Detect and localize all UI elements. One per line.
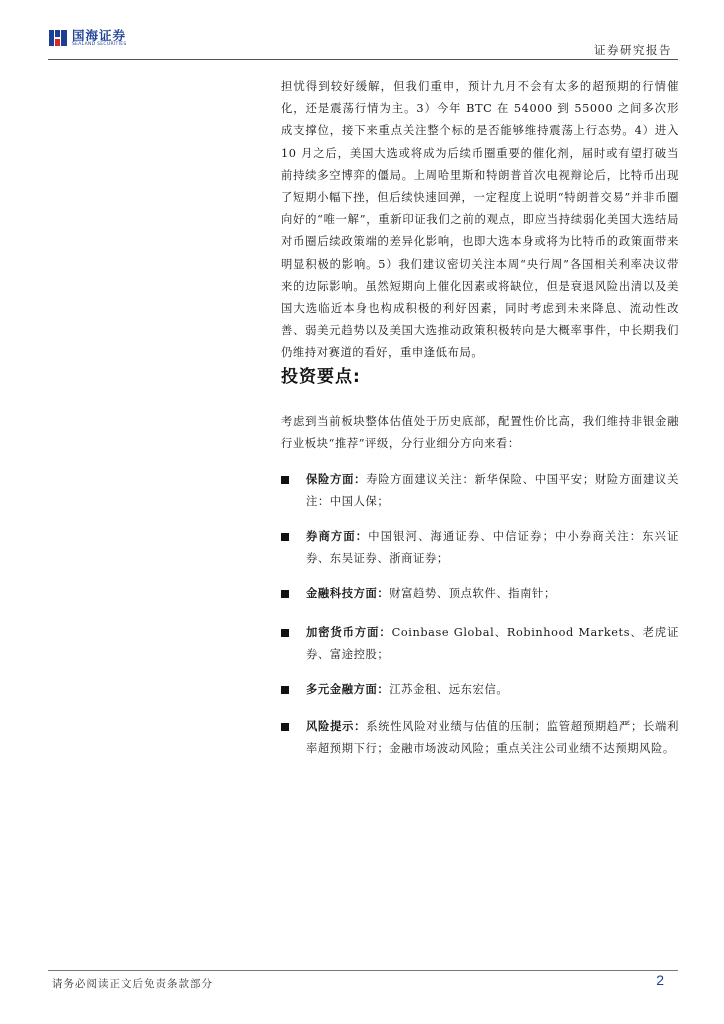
page-header [48,26,678,66]
section-title: 投资要点: [281,367,361,387]
bullet-text: Coinbase Global、Robinhood Markets、老虎证券、富途控股； [306,626,680,662]
bullet-label: 保险方面： [306,473,367,486]
footer-disclaimer: 请务必阅读正文后免责条款部分 [52,978,213,990]
company-logo [48,28,127,48]
bullet-square-icon [281,533,289,541]
bullet-square-icon [281,590,289,598]
bullet-diversified-finance [281,679,679,701]
bullet-insurance [281,469,679,513]
footer-divider [48,970,678,971]
bullet-brokerage [281,526,679,570]
bullet-square-icon [281,723,289,731]
bullet-text: 中国银河、海通证券、中信证券；中小券商关注：东兴证券、东吴证券、浙商证券； [306,530,679,566]
bullet-label: 金融科技方面： [306,587,390,600]
bullet-text: 系统性风险对业绩与估值的压制；监管超预期趋严；长端利率超预期下行；金融市场波动风险；重点关注公司业绩不达预期风险。 [306,720,679,756]
logo-mark-icon [48,28,68,48]
bullet-text: 寿险方面建议关注：新华保险、中国平安；财险方面建议关注：中国人保； [306,473,679,509]
bullet-label: 风险提示： [306,720,367,733]
bullet-square-icon [281,629,289,637]
bullet-square-icon [281,476,289,484]
bullet-text: 财富趋势、顶点软件、指南针； [389,587,556,600]
logo-text-cn: 国海证券 [72,27,127,43]
report-type-label: 证券研究报告 [594,43,672,57]
bullet-text: 江苏金租、远东宏信。 [389,683,509,696]
logo-text-en: SEALAND SECURITIES [72,41,127,47]
lead-paragraph: 考虑到当前板块整体估值处于历史底部，配置性价比高，我们维持非银金融行业板块“推荐”评级，分行业细分方向来看： [281,415,679,451]
bullet-crypto [281,622,679,666]
bullet-square-icon [281,686,289,694]
bullet-fintech [281,583,679,605]
page-number: 2 [656,972,664,988]
header-divider [48,59,678,60]
bullet-label: 加密货币方面： [306,626,392,639]
intro-paragraph: 担忧得到较好缓解，但我们重申，预计九月不会有太多的超预期的行情催化，还是震荡行情为主。3）今年 BTC 在 54000 到 55000 之间多次形成支撑位，接下来重点关注整个标的是否能够维持震荡上行态势。4）进入 10 月之后，美国大选或将成为后续币圈重要的催化剂，届时或有望打破当前持续多空博弈的僵局。上周哈里斯和特朗普首次电视辩论后，比特币出现了短期小幅下挫，但后续快速回弹，一定程度上说明“特朗普交易”并非币圈向好的“唯一解”，重新印证我们之前的观点，即应当持续弱化美国大选结局对币圈后续政策端的差异化影响，也即大选本身或将为比特币的政策面带来明显积极的影响。5）我们建议密切关注本周“央行周”各国相关利率决议带来的边际影响。虽然短期向上催化因素或将缺位，但是衰退风险出清以及美国大选临近本身也构成积极的利好因素，同时考虑到未来降息、流动性改善、弱美元趋势以及美国大选推动政策积极转向是大概率事件，中长期我们仍维持对赛道的看好，重申逢低布局。 [281,80,679,360]
bullet-label: 多元金融方面： [306,683,390,696]
bullet-label: 券商方面： [306,530,369,543]
bullet-risk-warning [281,716,679,760]
